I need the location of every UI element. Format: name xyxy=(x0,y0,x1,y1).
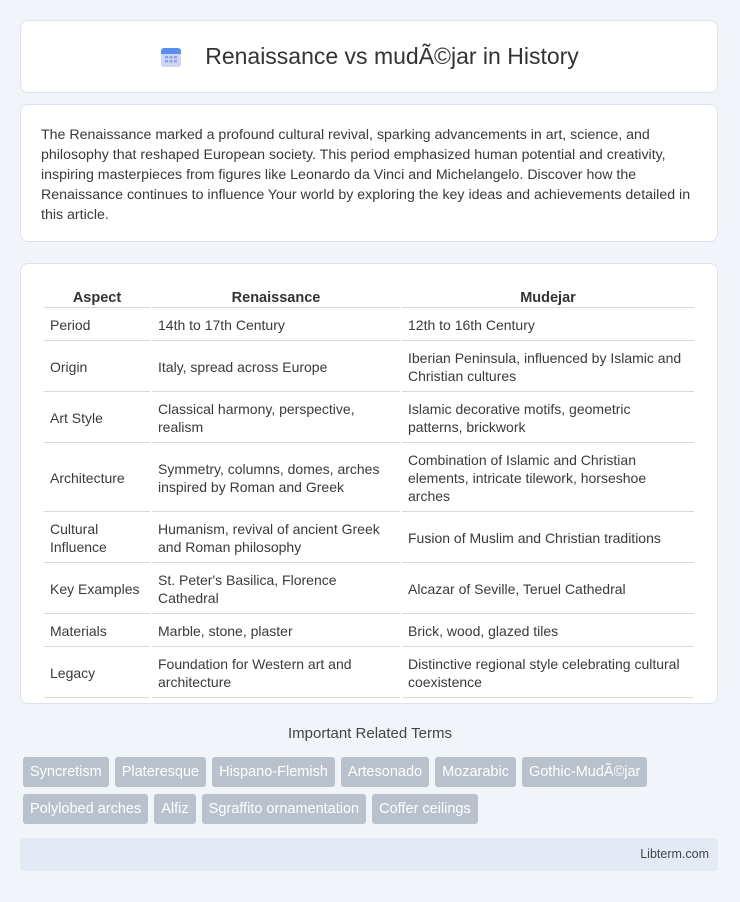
cell-aspect: Architecture xyxy=(44,445,150,512)
related-term-tag[interactable]: Mozarabic xyxy=(435,757,516,787)
cell-renaissance: Symmetry, columns, domes, arches inspired by Roman and Greek xyxy=(152,445,400,512)
cell-mudejar: Islamic decorative motifs, geometric patterns, brickwork xyxy=(402,394,694,443)
cell-renaissance: Humanism, revival of ancient Greek and Roman philosophy xyxy=(152,514,400,563)
cell-mudejar: Iberian Peninsula, influenced by Islamic and Christian cultures xyxy=(402,343,694,392)
calendar-icon xyxy=(159,45,183,69)
related-term-tag[interactable]: Sgraffito ornamentation xyxy=(202,794,366,824)
cell-renaissance: Italy, spread across Europe xyxy=(152,343,400,392)
table-row xyxy=(44,343,694,392)
cell-renaissance: 14th to 17th Century xyxy=(152,310,400,341)
cell-aspect: Origin xyxy=(44,343,150,392)
cell-aspect: Period xyxy=(44,310,150,341)
table-row xyxy=(44,310,694,341)
cell-aspect: Cultural Influence xyxy=(44,514,150,563)
page-title: Renaissance vs mudÃ©jar in History xyxy=(205,43,579,69)
related-term-tag[interactable]: Syncretism xyxy=(23,757,109,787)
table-row xyxy=(44,616,694,647)
intro-card xyxy=(20,104,718,242)
cell-mudejar: Alcazar of Seville, Teruel Cathedral xyxy=(402,565,694,614)
cell-mudejar: Fusion of Muslim and Christian traditions xyxy=(402,514,694,563)
table-row xyxy=(44,445,694,512)
cell-renaissance: St. Peter's Basilica, Florence Cathedral xyxy=(152,565,400,614)
cell-aspect: Art Style xyxy=(44,394,150,443)
related-terms-title: Important Related Terms xyxy=(288,725,452,742)
header-aspect: Aspect xyxy=(44,286,150,308)
cell-renaissance: Marble, stone, plaster xyxy=(152,616,400,647)
related-term-tag[interactable]: Coffer ceilings xyxy=(372,794,478,824)
intro-paragraph: The Renaissance marked a profound cultural revival, sparking advancements in art, science, and philosophy that reshaped European society. This period emphasized human potential and creativity, inspiring masterpieces from figures like Leonardo da Vinci and Michelangelo. Discover how the Renaissance continues to influence Your world by exploring the key ideas and achievements detailed in this article. xyxy=(41,127,691,223)
cell-mudejar: Brick, wood, glazed tiles xyxy=(402,616,694,647)
cell-aspect: Key Examples xyxy=(44,565,150,614)
footer xyxy=(20,838,718,871)
table-row xyxy=(44,649,694,698)
related-term-tag[interactable]: Artesonado xyxy=(341,757,429,787)
cell-renaissance: Foundation for Western art and architecture xyxy=(152,649,400,698)
related-term-tag[interactable]: Alfiz xyxy=(154,794,195,824)
related-term-tag[interactable]: Polylobed arches xyxy=(23,794,148,824)
cell-aspect: Materials xyxy=(44,616,150,647)
table-header-row xyxy=(44,286,694,308)
title-card xyxy=(20,20,718,93)
footer-site-link[interactable]: Libterm.com xyxy=(640,847,709,861)
related-terms-list xyxy=(23,757,723,824)
table-row xyxy=(44,394,694,443)
related-term-tag[interactable]: Gothic-MudÃ©jar xyxy=(522,757,647,787)
related-term-tag[interactable]: Hispano-Flemish xyxy=(212,757,335,787)
cell-aspect: Legacy xyxy=(44,649,150,698)
comparison-card xyxy=(20,263,718,704)
cell-mudejar: 12th to 16th Century xyxy=(402,310,694,341)
cell-mudejar: Distinctive regional style celebrating cultural coexistence xyxy=(402,649,694,698)
comparison-table xyxy=(42,284,696,700)
table-row xyxy=(44,565,694,614)
cell-renaissance: Classical harmony, perspective, realism xyxy=(152,394,400,443)
header-mudejar: Mudejar xyxy=(402,286,694,308)
header-renaissance: Renaissance xyxy=(152,286,400,308)
title-wrap xyxy=(159,43,579,70)
related-term-tag[interactable]: Plateresque xyxy=(115,757,206,787)
table-row xyxy=(44,514,694,563)
cell-mudejar: Combination of Islamic and Christian elements, intricate tilework, horseshoe arches xyxy=(402,445,694,512)
